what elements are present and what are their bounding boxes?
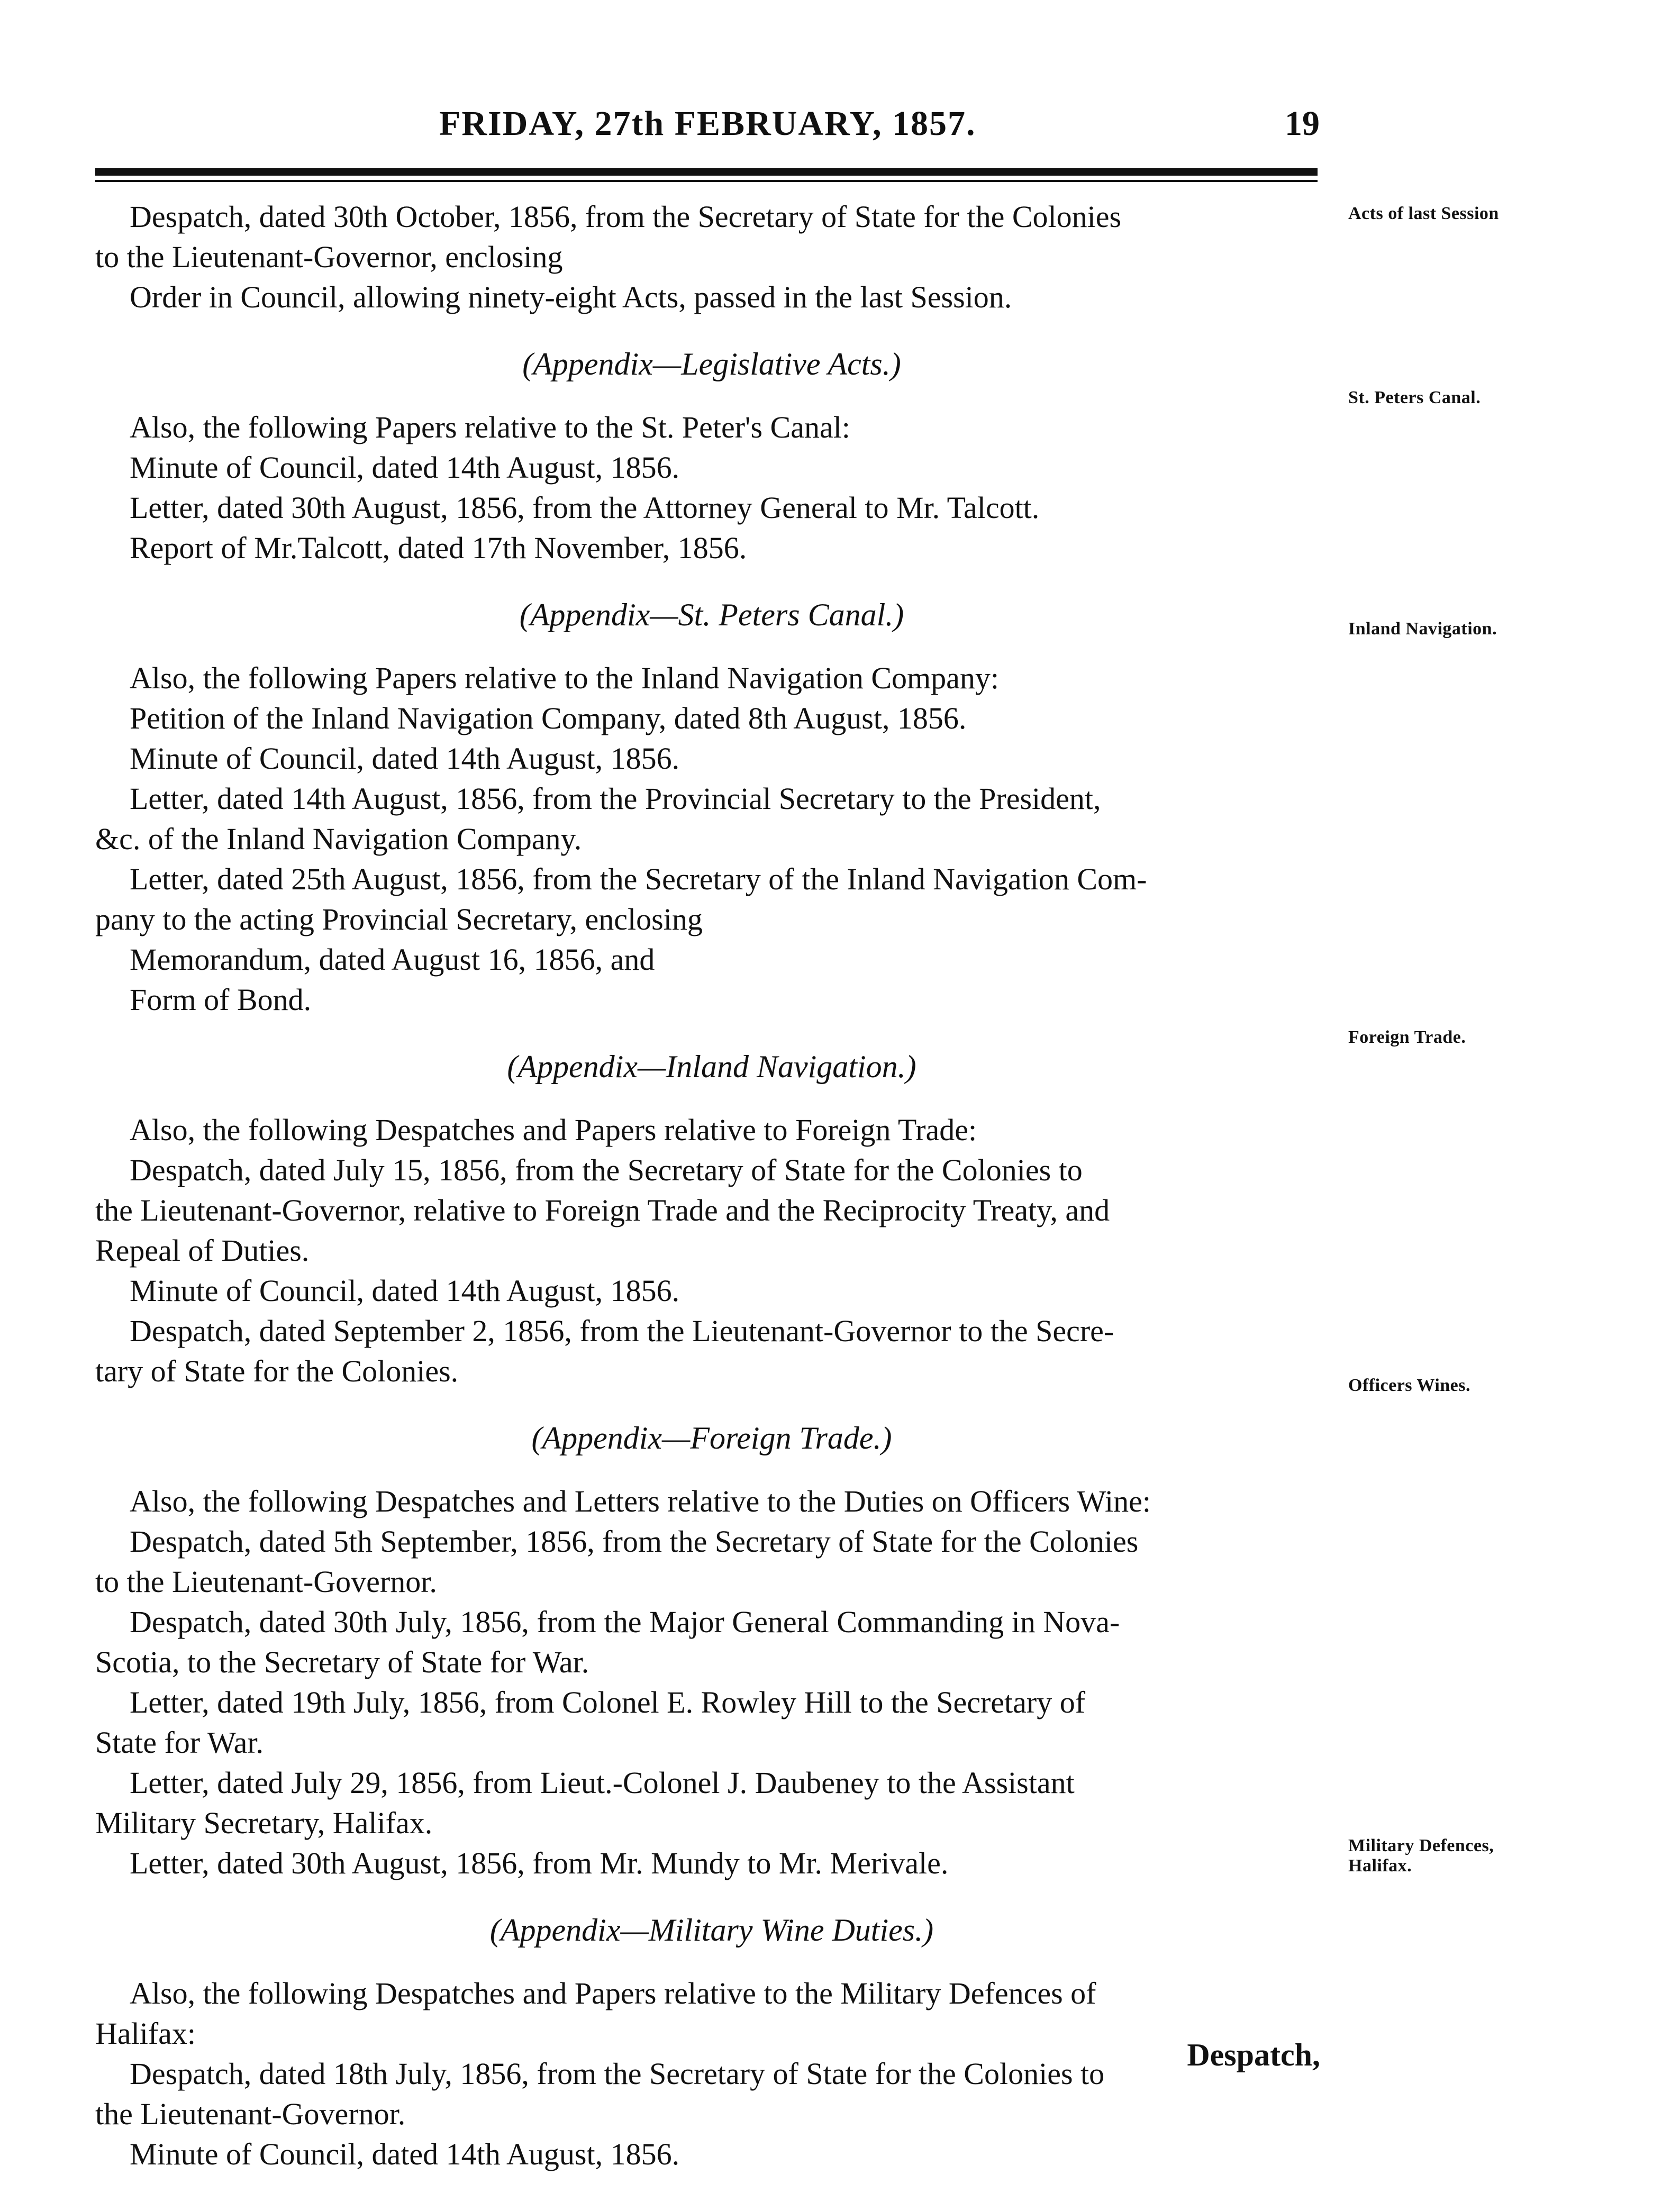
text-line: the Lieutenant-Governor, relative to Foreign Trade and the Reciprocity Treaty, and [95, 1193, 1110, 1227]
margin-note-foreign-trade: Foreign Trade. [1348, 1027, 1466, 1047]
appendix-reference: (Appendix—Legislative Acts.) [522, 347, 901, 381]
text-line: Halifax: [95, 2016, 196, 2051]
appendix-reference: (Appendix—Military Wine Duties.) [489, 1913, 934, 1948]
text-line: Despatch, dated 5th September, 1856, from the Secretary of State for the Colonies [130, 1524, 1139, 1559]
appendix-reference: (Appendix—Inland Navigation.) [507, 1049, 916, 1084]
header-rule-thick [95, 168, 1318, 176]
text-line: Minute of Council, dated 14th August, 1856. [130, 450, 680, 485]
text-line: State for War. [95, 1725, 264, 1760]
text-line: Also, the following Despatches and Papers relative to the Military Defences of [130, 1976, 1096, 2010]
text-line: Also, the following Despatches and Letters relative to the Duties on Officers Wine: [130, 1484, 1151, 1518]
text-line: Also, the following Despatches and Papers relative to Foreign Trade: [130, 1113, 977, 1147]
text-line: Letter, dated 25th August, 1856, from the Secretary of the Inland Navigation Com- [130, 862, 1147, 896]
appendix-reference: (Appendix—St. Peters Canal.) [519, 597, 904, 632]
section-block [95, 1973, 1328, 2174]
text-line: to the Lieutenant-Governor, enclosing [95, 240, 563, 274]
margin-note-st-peters-canal: St. Peters Canal. [1348, 388, 1481, 407]
text-line: Despatch, dated 18th July, 1856, from the Secretary of State for the Colonies to [130, 2056, 1105, 2091]
margin-note-officers-wines: Officers Wines. [1348, 1376, 1470, 1395]
page-header-title: FRIDAY, 27th FEBRUARY, 1857. [439, 104, 976, 143]
text-line: Military Secretary, Halifax. [95, 1806, 433, 1840]
section-block [95, 1481, 1328, 1950]
text-line: pany to the acting Provincial Secretary, enclosing [95, 902, 703, 936]
text-line: Letter, dated July 29, 1856, from Lieut.-Colonel J. Daubeney to the Assistant [130, 1766, 1075, 1800]
text-line: Despatch, dated 30th July, 1856, from the Major General Commanding in Nova- [130, 1605, 1120, 1639]
text-line: Minute of Council, dated 14th August, 1856. [130, 2137, 680, 2171]
text-line: &c. of the Inland Navigation Company. [95, 822, 582, 856]
text-line: Form of Bond. [130, 982, 312, 1017]
text-line: Letter, dated 14th August, 1856, from the Provincial Secretary to the President, [130, 781, 1101, 816]
section-block [95, 658, 1328, 1087]
text-line: Letter, dated 30th August, 1856, from the Attorney General to Mr. Talcott. [130, 490, 1040, 525]
margin-note-acts: Acts of last Session [1348, 204, 1499, 223]
header-rule-thin [95, 180, 1318, 182]
text-line: Repeal of Duties. [95, 1233, 310, 1268]
text-line: Minute of Council, dated 14th August, 1856. [130, 1273, 680, 1308]
margin-note-inland-navigation: Inland Navigation. [1348, 619, 1497, 639]
text-line: Despatch, dated July 15, 1856, from the Secretary of State for the Colonies to [130, 1153, 1083, 1187]
text-line: Memorandum, dated August 16, 1856, and [130, 942, 655, 977]
section-block [95, 407, 1328, 635]
text-line: Order in Council, allowing ninety-eight Acts, passed in the last Session. [130, 280, 1012, 314]
margin-note-military-defences: Military Defences, Halifax. [1348, 1836, 1494, 1876]
section-block [95, 1110, 1328, 1458]
text-line: Despatch, dated September 2, 1856, from the Lieutenant-Governor to the Secre- [130, 1314, 1114, 1348]
section-block [95, 197, 1328, 384]
appendix-reference: (Appendix—Foreign Trade.) [531, 1421, 892, 1455]
text-line: to the Lieutenant-Governor. [95, 1564, 437, 1599]
text-line: Petition of the Inland Navigation Company, dated 8th August, 1856. [130, 701, 967, 735]
text-line: Letter, dated 19th July, 1856, from Colonel E. Rowley Hill to the Secretary of [130, 1685, 1086, 1719]
text-line: Report of Mr.Talcott, dated 17th November, 1856. [130, 531, 747, 565]
text-line: Scotia, to the Secretary of State for War. [95, 1645, 589, 1679]
text-line: Letter, dated 30th August, 1856, from Mr. Mundy to Mr. Merivale. [130, 1846, 949, 1880]
body-text [95, 197, 1328, 2187]
text-line: Minute of Council, dated 14th August, 1856. [130, 741, 680, 776]
text-line: tary of State for the Colonies. [95, 1354, 459, 1388]
text-line: Also, the following Papers relative to the Inland Navigation Company: [130, 661, 1000, 695]
text-line: Despatch, dated 30th October, 1856, from the Secretary of State for the Colonies [130, 199, 1122, 234]
page-number: 19 [1285, 104, 1320, 143]
text-line: Also, the following Papers relative to the St. Peter's Canal: [130, 410, 850, 444]
catchword: Despatch, [1187, 2037, 1320, 2072]
text-line: the Lieutenant-Governor. [95, 2097, 406, 2131]
